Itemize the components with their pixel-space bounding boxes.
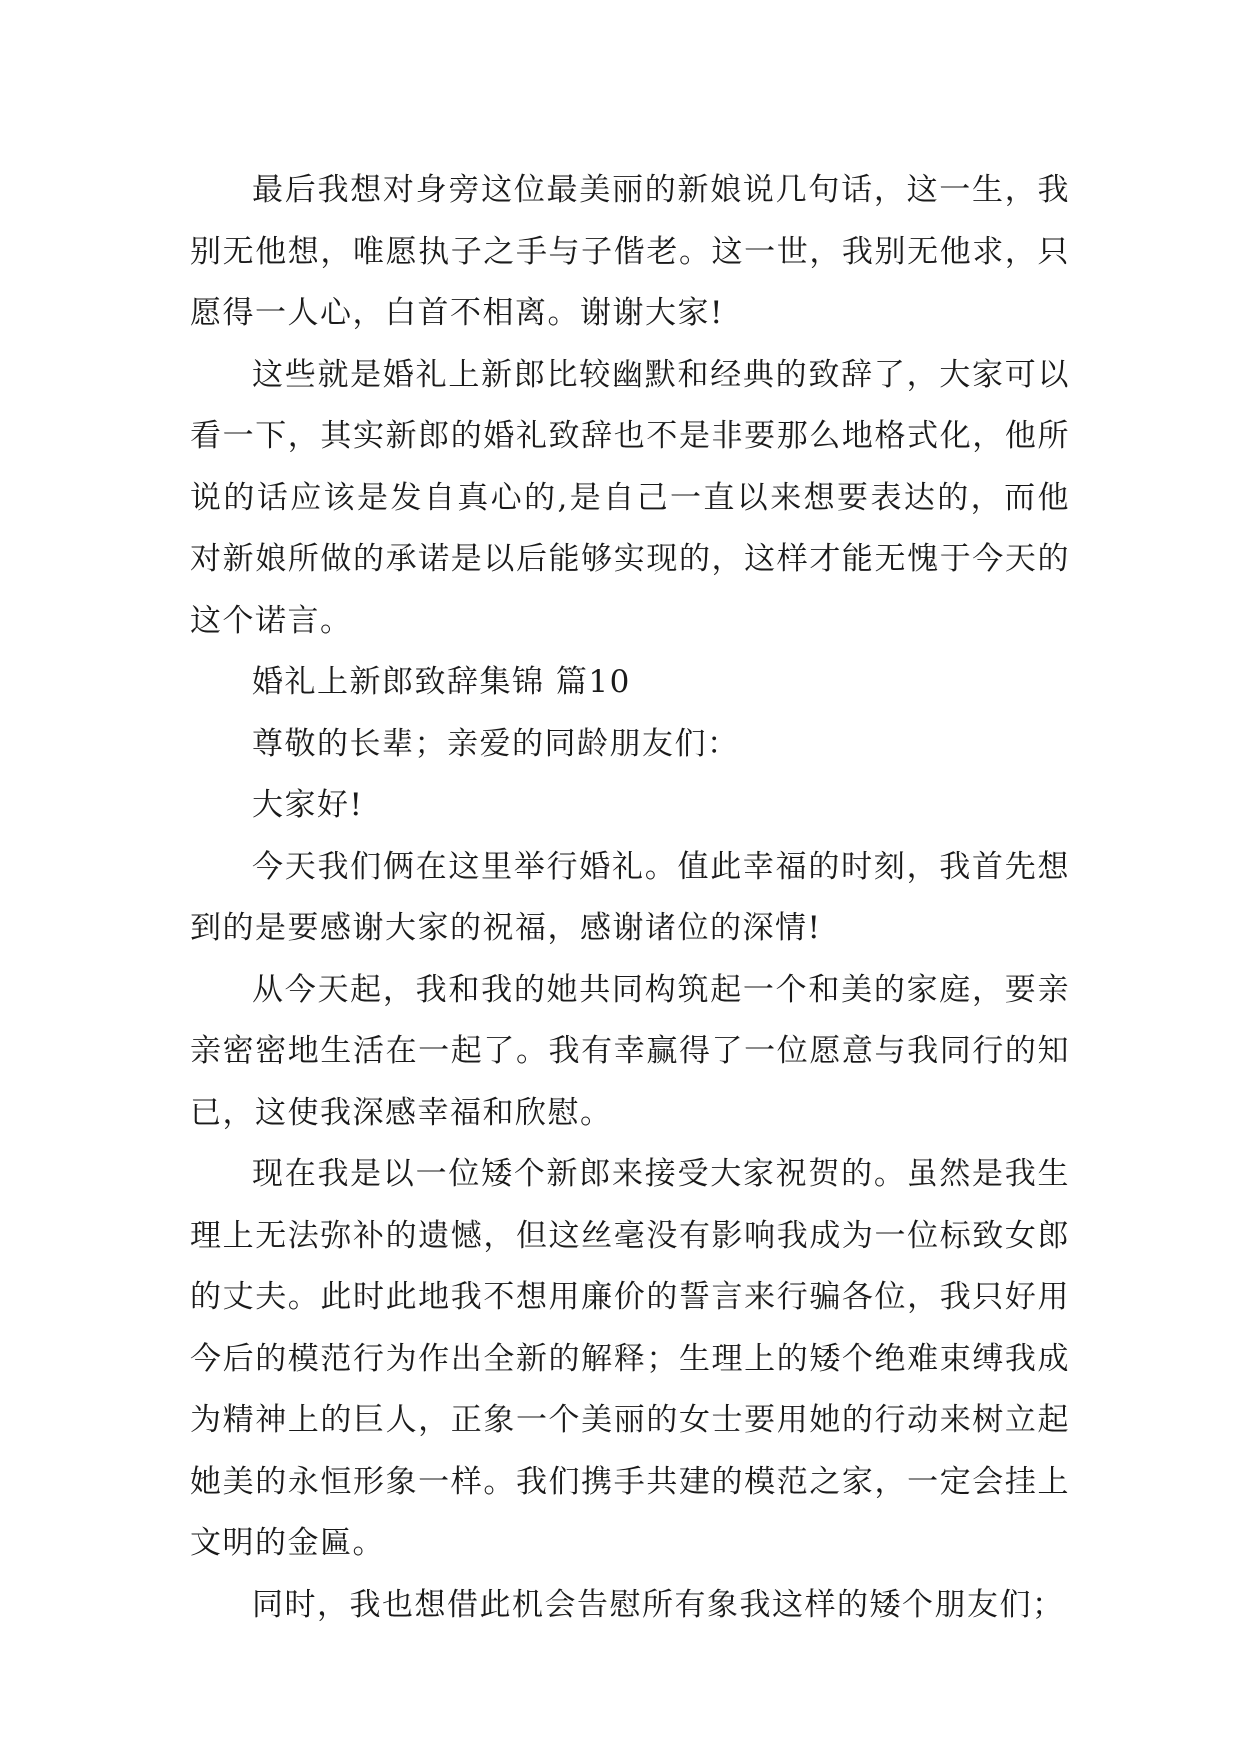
paragraph: 同时，我也想借此机会告慰所有象我这样的矮个朋友们； — [252, 1586, 1065, 1623]
paragraph: 从今天起，我和我的她共同构筑起一个和美的家庭，要亲亲密密地生活在一起了。我有幸赢得了一位愿意与我同行的知已，这使我深感幸福和欣慰。 — [190, 971, 1070, 1131]
paragraph: 这些就是婚礼上新郎比较幽默和经典的致辞了，大家可以看一下，其实新郎的婚礼致辞也不是非要那么地格式化，他所说的话应该是发自真心的,是自己一直以来想要表达的，而他对新娘所做的承诺是以后能够实现的，这样才能无愧于今天的这个诺言。 — [190, 356, 1070, 639]
paragraph: 最后我想对身旁这位最美丽的新娘说几句话，这一生，我别无他想，唯愿执子之手与子偕老。这一世，我别无他求，只愿得一人心，白首不相离。谢谢大家! — [190, 172, 1070, 331]
paragraph: 现在我是以一位矮个新郎来接受大家祝贺的。虽然是我生理上无法弥补的遗憾，但这丝毫没有影响我成为一位标致女郎的丈夫。此时此地我不想用廉价的誓言来行骗各位，我只好用今后的模范行为作出全新的解释；生理上的矮个绝难束缚我成为精神上的巨人，正象一个美丽的女士要用她的行动来树立起她美的永恒形象一样。我们携手共建的模范之家，一定会挂上文明的金匾。 — [190, 1156, 1070, 1561]
salutation: 尊敬的长辈；亲爱的同龄朋友们： — [252, 725, 740, 762]
paragraph: 今天我们俩在这里举行婚礼。值此幸福的时刻，我首先想到的是要感谢大家的祝福，感谢诸位的深情! — [190, 848, 1070, 946]
greeting: 大家好! — [252, 787, 364, 823]
document-body — [190, 160, 1070, 1636]
section-heading: 婚礼上新郎致辞集锦 篇10 — [252, 664, 631, 700]
